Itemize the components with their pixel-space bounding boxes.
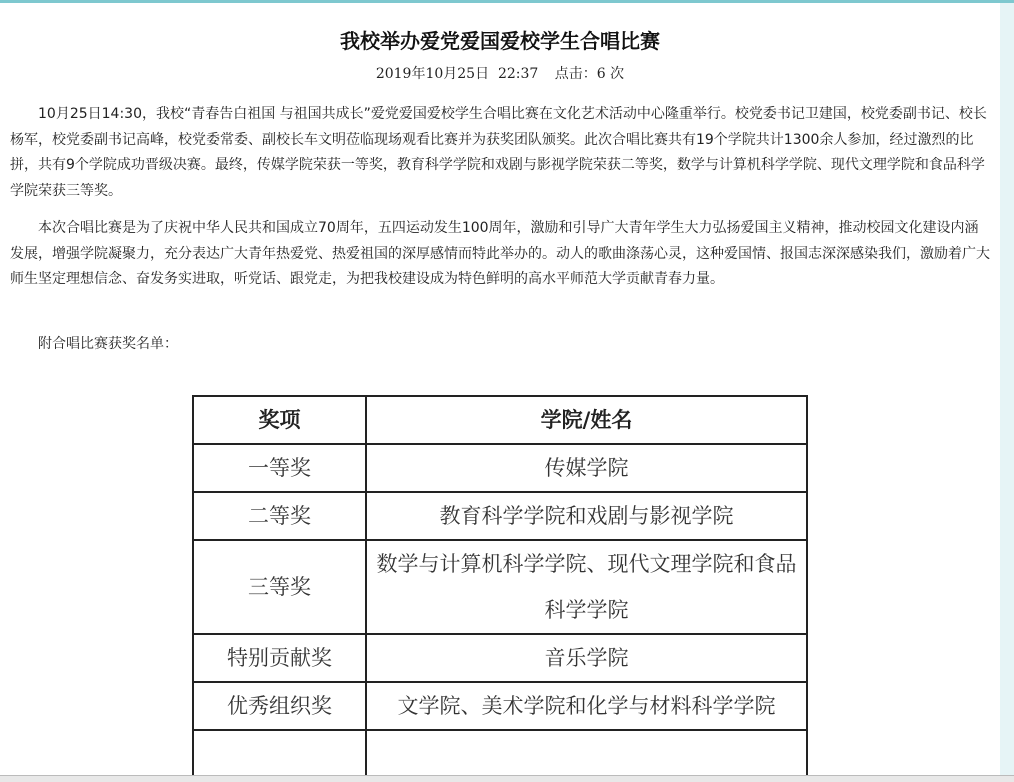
award-cell: 优秀组织奖 — [193, 682, 366, 730]
header-college: 学院/姓名 — [366, 396, 807, 444]
table-row-partial — [193, 730, 807, 775]
awards-table — [192, 395, 808, 775]
paragraph-3: 附合唱比赛获奖名单： — [38, 336, 178, 352]
award-cell: 一等奖 — [193, 444, 366, 492]
table-row — [193, 444, 807, 492]
table-row — [193, 682, 807, 730]
award-cell: 二等奖 — [193, 492, 366, 540]
header-award: 奖项 — [193, 396, 366, 444]
table-header-row — [193, 396, 807, 444]
article-title: 我校举办爱党爱国爱校学生合唱比赛 — [340, 29, 660, 53]
scrollbar[interactable] — [1000, 3, 1014, 775]
paragraph-2: 本次合唱比赛是为了庆祝中华人民共和国成立70周年，五四运动发生100周年，激励和引导广大青年学生大力弘扬爱国主义精神，推动校园文化建设内涵发展，增强学院凝聚力，充分表达广大青年热爱党、热爱祖国的深厚感情而特此举办的。动人的歌曲涤荡心灵，这种爱国情、报国志深深感染我们，激励着广大师生坚定理想信念、奋发务实进取，听党话、跟党走，为把我校建设成为特色鲜明的高水平师范大学贡献青春力量。 — [10, 220, 990, 287]
click-count: 点击：6 次 — [554, 66, 625, 82]
article-meta — [0, 63, 1000, 83]
table-row — [193, 634, 807, 682]
table-row — [193, 492, 807, 540]
article-page — [0, 3, 1000, 775]
college-cell: 文学院、美术学院和化学与材料科学学院 — [366, 682, 807, 730]
college-cell: 音乐学院 — [366, 634, 807, 682]
award-cell: 特别贡献奖 — [193, 634, 366, 682]
publish-date: 2019年10月25日 22:37 — [375, 66, 539, 82]
college-cell: 数学与计算机科学学院、现代文理学院和食品科学学院 — [366, 540, 807, 634]
award-cell: 三等奖 — [193, 540, 366, 634]
college-cell: 教育科学学院和戏剧与影视学院 — [366, 492, 807, 540]
paragraph-1: 10月25日14:30，我校“青春告白祖国 与祖国共成长”爱党爱国爱校学生合唱比赛在文化艺术活动中心隆重举行。校党委书记卫建国，校党委副书记、校长杨军，校党委副书记高峰，校党委常委、副校长车文明莅临现场观看比赛并为获奖团队颁奖。此次合唱比赛共有19个学院共计1300余人参加，经过激烈的比拼，共有9个学院成功晋级决赛。最终，传媒学院荣获一等奖，教育科学学院和戏剧与影视学院荣获二等奖，数学与计算机科学学院、现代文理学院和食品科学学院荣获三等奖。 — [10, 106, 987, 199]
table-row — [193, 540, 807, 634]
college-cell: 传媒学院 — [366, 444, 807, 492]
